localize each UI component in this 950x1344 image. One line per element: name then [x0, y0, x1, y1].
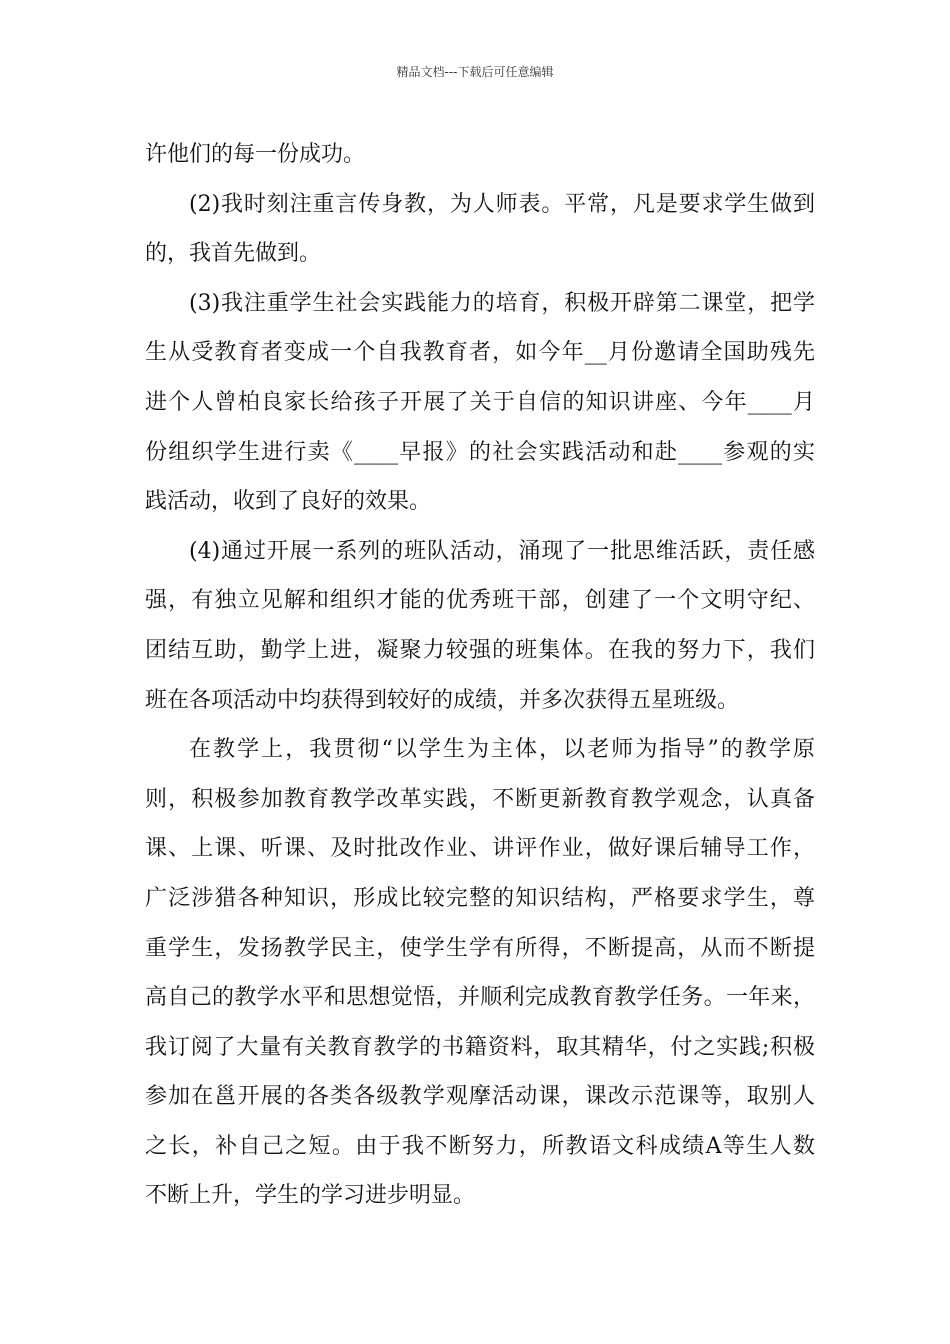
text-line: 生从受教育者变成一个自我教育者，如今年__月份邀请全国助残先 [145, 340, 815, 366]
text-line: 践活动，收到了良好的效果。 [145, 489, 432, 515]
text-line: 我订阅了大量有关教育教学的书籍资料，取其精华，付之实践;积极 [145, 1034, 815, 1060]
text-line: 重学生，发扬教学民主，使学生学有所得，不断提高，从而不断提 [145, 935, 815, 961]
paragraph-3-start: (3)我注重学生社会实践能力的培育，积极开辟第二课堂，把学 [189, 290, 815, 316]
text-line: 的，我首先做到。 [145, 241, 322, 267]
paragraph-teaching-start: 在教学上，我贯彻“以学生为主体，以老师为指导”的教学原 [189, 737, 815, 763]
text-line: 班在各项活动中均获得到较好的成绩，并多次获得五星班级。 [145, 687, 740, 713]
text-line: 份组织学生进行卖《____早报》的社会实践活动和赴____参观的实 [145, 439, 815, 465]
paragraph-2-start: (2)我时刻注重言传身教，为人师表。平常，凡是要求学生做到 [189, 191, 815, 217]
text-line: 课、上课、听课、及时批改作业、讲评作业，做好课后辅导工作， [145, 836, 815, 862]
page-header: 精品文档---下载后可任意编辑 [396, 65, 554, 79]
text-line: 不断上升，学生的学习进步明显。 [145, 1183, 476, 1209]
text-line: 进个人曾柏良家长给孩子开展了关于自信的知识讲座、今年____月 [145, 389, 815, 415]
paragraph-4-start: (4)通过开展一系列的班队活动，涌现了一批思维活跃，责任感 [189, 538, 815, 564]
text-line: 许他们的每一份成功。 [145, 142, 366, 167]
text-line: 则，积极参加教育教学改革实践，不断更新教育教学观念，认真备 [145, 786, 815, 812]
text-line: 强，有独立见解和组织才能的优秀班干部，创建了一个文明守纪、 [145, 588, 815, 614]
text-line: 高自己的教学水平和思想觉悟，并顺利完成教育教学任务。一年来， [145, 985, 815, 1011]
text-line: 参加在邕开展的各类各级教学观摩活动课，课改示范课等，取别人 [145, 1084, 815, 1110]
text-line: 团结互助，勤学上进，凝聚力较强的班集体。在我的努力下，我们 [145, 637, 815, 663]
text-line: 广泛涉猎各种知识，形成比较完整的知识结构，严格要求学生，尊 [145, 885, 815, 911]
document-body [145, 130, 815, 1221]
text-line: 之长，补自己之短。由于我不断努力，所教语文科成绩A等生人数 [145, 1133, 815, 1159]
